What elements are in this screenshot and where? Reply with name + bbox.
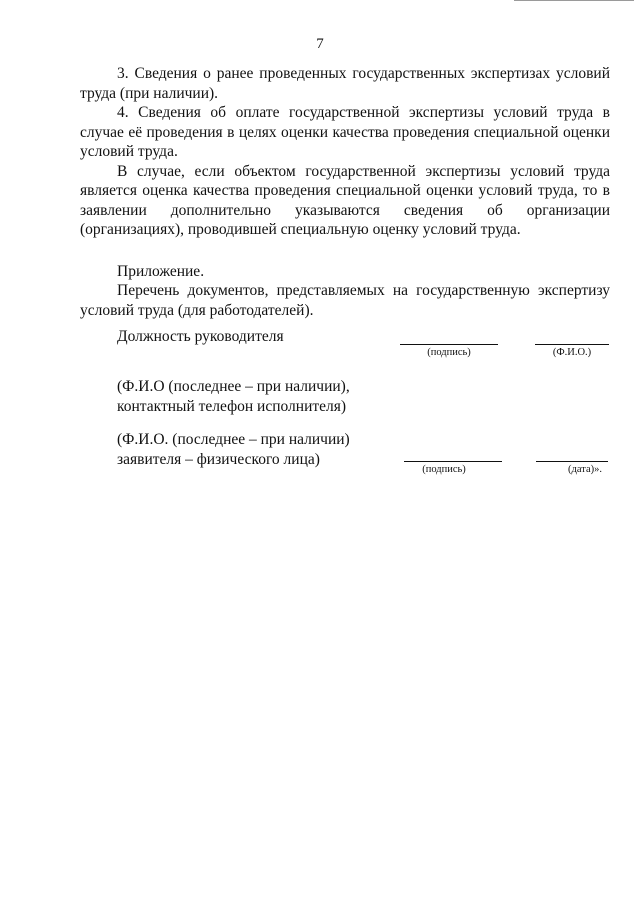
executor-line-2: контактный телефон исполнителя) — [117, 397, 347, 415]
manager-signature-line — [400, 344, 498, 345]
manager-fio-line — [535, 344, 609, 345]
executor-contact-block — [117, 377, 350, 416]
paragraph-previous-expertises: 3. Сведения о ранее проведенных государственных экспертизах условий труда (при наличии). — [80, 65, 610, 102]
page-number: 7 — [316, 36, 324, 52]
manager-position-label: Должность руководителя — [117, 328, 284, 345]
scan-edge-mark — [514, 0, 634, 1]
applicant-signature-caption: (подпись) — [422, 464, 466, 475]
applicant-line-2: заявителя – физического лица) — [117, 450, 320, 468]
applicant-block — [117, 430, 350, 469]
paragraph-payment-info: 4. Сведения об оплате государственной экспертизы условий труда в случае её проведения в целях оценки качества проведения специальной оценки условий труда. — [80, 104, 610, 160]
appendix-heading: Приложение. — [117, 262, 205, 280]
manager-signature-caption: (подпись) — [427, 347, 471, 358]
document-body — [80, 64, 610, 320]
paragraph-organization-info: В случае, если объектом государственной экспертизы условий труда является оценка качества проведения специальной оценки условий труда, то в заявлении дополнительно указываются сведения об организации (организациях), проводившей специальную оценку условий труда. — [80, 162, 610, 238]
applicant-line-1: (Ф.И.О. (последнее – при наличии) — [117, 431, 350, 448]
applicant-date-line — [536, 461, 608, 462]
manager-fio-caption: (Ф.И.О.) — [552, 347, 592, 358]
appendix-text: Перечень документов, представляемых на государственную экспертизу условий труда (для работодателей). — [80, 282, 610, 319]
applicant-date-caption: (дата)». — [568, 464, 602, 475]
applicant-signature-line — [404, 461, 502, 462]
executor-line-1: (Ф.И.О (последнее – при наличии), — [117, 378, 350, 395]
